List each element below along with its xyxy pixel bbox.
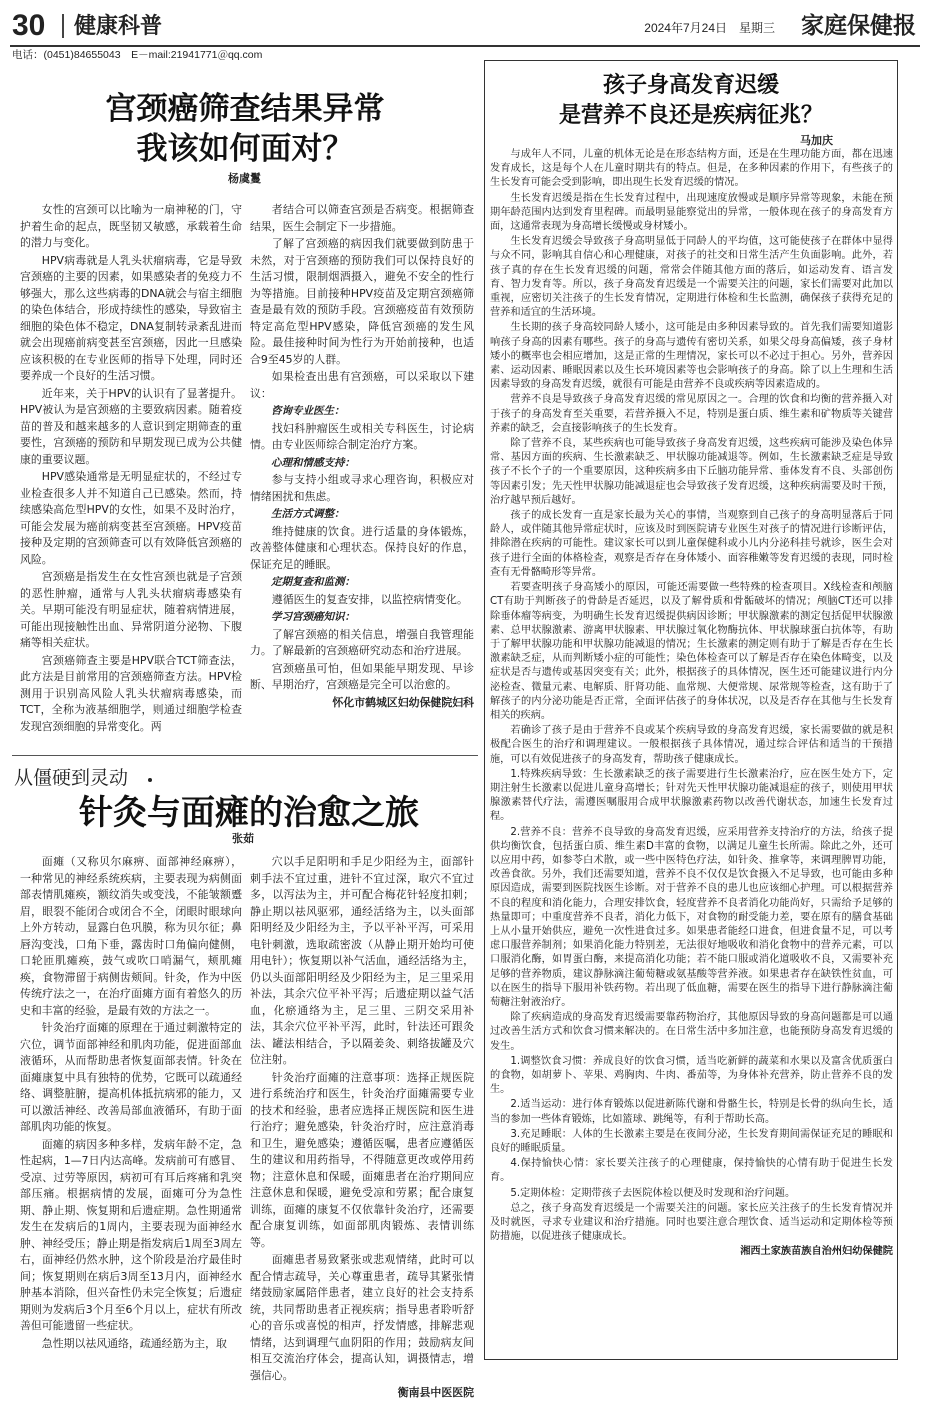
paragraph: 宫颈癌是指发生在女性宫颈也就是子宫颈的恶性肿瘤，通常与人乳头状瘤病毒感染有关。早期可能没有明显症状，随着病情进展，可能出现接触性出血、异常阴道分泌物、下腹痛等相关症状。	[20, 570, 242, 649]
paragraph: 1.调整饮食习惯：养成良好的饮食习惯，适当吃新鲜的蔬菜和水果以及富含优质蛋白的食物，如胡萝卜、苹果、鸡胸肉、牛肉、番茄等，为身体补充营养，防止营养不良的发生。	[490, 1055, 893, 1096]
article2-column-1	[20, 854, 242, 1374]
paragraph: 与成年人不同，儿童的机体无论是在形态结构方面，还是在生理功能方面，都在迅速发育成长，这是每个人在儿童时期共有的特点。但是，在多种因素的作用下，有些孩子的生长发育可能会受到影响，即出现生长发育迟缓的情况。	[490, 149, 893, 189]
issue-date: 2024年7月24日 星期三	[644, 21, 775, 35]
article2-author: 张茹	[232, 832, 254, 845]
subheading: 咨询专业医生：	[271, 405, 345, 417]
paragraph: 者结合可以筛查宫颈是否病变。根据筛查结果，医生会制定下一步措施。	[250, 203, 474, 233]
paragraph: 遵循医生的复查安排，以监控病情变化。	[271, 592, 468, 606]
paragraph: 5.定期体检：定期带孩子去医院体检以便及时发现和治疗问题。	[510, 1187, 796, 1199]
paragraph: 营养不良是导致孩子身高发育迟缓的常见原因之一。合理的饮食和均衡的营养摄入对于孩子的身高发育至关重要，若营养摄入不足，特别是蛋白质、维生素和矿物质等关键营养素的缺乏，会直接影响孩子的生长发育。	[490, 394, 893, 434]
paragraph: 孩子的成长发育一直是家长最为关心的事情，当观察到自己孩子的身高明显落后于同龄人，或伴随其他异常症状时，应该及时到医院请专业医生对孩子的情况进行诊断评估，排除潜在疾病的可能性。建议家长可以到儿童保健科或小儿内分泌科挂号就诊，医生会对孩子进行全面的体格检查，观察是否存在身体矮小、面容稚嫩等发育迟缓的表现，同时检查有无骨骼畸形等异常。	[490, 510, 893, 578]
article3-author: 马加庆	[800, 134, 833, 147]
article1-title-line1: 宫颈癌筛查结果异常	[105, 91, 385, 127]
paragraph: 宫颈癌筛查主要是HPV联合TCT筛查法，此方法是目前常用的宫颈癌筛查方法。HPV检测用于识别高风险人乳头状瘤病毒感染，而TCT，全称为液基细胞学，则通过细胞学检查发现宫颈细胞的异常变化。两	[20, 653, 242, 733]
paragraph: 4.保持愉快心情：家长要关注孩子的心理健康，保持愉快的心情有助于促进生长发育。	[490, 1158, 893, 1184]
paragraph: 面瘫（又称贝尔麻痹、面部神经麻痹），一种常见的神经系统疾病，主要表现为病侧面部表情肌瘫痪，额纹消失或变浅，不能皱额蹙眉，眼裂不能闭合或闭合不全，闭眼时眼球向上外方转动，显露白色巩膜，称为贝尔征；鼻唇沟变浅，口角下垂，露齿时口角偏向健侧，口轮匝肌瘫痪，鼓气或吹口哨漏气，颊肌瘫痪，食物滞留于病侧齿颊间。针灸，作为中医传统疗法之一，在治疗面瘫方面有着悠久的历史和丰富的经验，是最有效的方法之一。	[20, 855, 242, 1017]
paragraph: 宫颈癌虽可怕，但如果能早期发现、早诊断、早期治疗，宫颈癌是完全可以治愈的。	[250, 661, 474, 691]
subheading: 生活方式调整：	[271, 508, 345, 520]
paragraph: 了解了宫颈癌的病因我们就要做到防患于未然，对于宫颈癌的预防我们可以保持良好的生活习惯，限制烟酒摄入，避免不安全的性行为等措施。目前接种HPV疫苗及定期宫颈癌筛查是最有效的预防手段。宫颈癌疫苗有效预防特定高危型HPV感染，降低宫颈癌的发生风险。最佳接种时间为性行为开始前接种，也适合9至45岁的人群。	[250, 237, 474, 366]
article1-author: 杨虞鬘	[228, 172, 261, 185]
paragraph: 针灸治疗面瘫的原理在于通过刺激特定的穴位，调节面部神经和肌肉功能，促进面部血液循环，从而帮助患者恢复面部表情。针灸在面瘫康复中具有独特的优势，它既可以疏通经络、调整脏腑，提高机体抵抗病邪的能力，又可以激活神经、改善局部血液循环，有助于面部肌肉功能的恢复。	[20, 1021, 242, 1133]
header-divider	[62, 14, 64, 38]
paragraph: 如果检查出患有宫颈癌，可以采取以下建议：	[250, 370, 474, 400]
paragraph: 生长期的孩子身高较同龄人矮小，这可能是由多种因素导致的。首先我们需要知道影响孩子身高的因素有哪些。孩子的身高与遗传有密切关系，如果父母身高偏矮，孩子身材矮小的概率也会相应增加，这是正常的生理情况，家长可以不必过于担心。另外，营养因素、运动因素、睡眠因素以及生长环境因素等也会影响孩子的身高。除了以上生理和生活因素导致的身高发育迟缓，就很有可能是由营养不良或疾病等因素造成的。	[490, 322, 893, 391]
paragraph: 面瘫患者易致紧张或悲观情绪，此时可以配合情志疏导，关心尊重患者，疏导其紧张情绪鼓励家属陪伴患者，建立良好的社会支持系统，共同帮助患者正视疾病；指导患者聆听舒心的音乐或喜悦的相声，抒发情感，排解悲观情绪，达到调理气血阴阳的作用；鼓励病友间相互交流治疗体会，提高认知，调摄情志，增强信心。	[250, 1253, 474, 1382]
paragraph: 生长发育迟缓是指在生长发育过程中，出现速度放慢或是顺序异常等现象，未能在预期年龄范围内达到发育里程碑。而最明显能察觉出的异常，一般体现在孩子的身高发育方面，这通常表现为身高增长缓慢或身材矮小。	[490, 192, 893, 233]
paragraph: 1.特殊疾病导致：生长激素缺乏的孩子需要进行生长激素治疗，应在医生处方下，定期注射生长激素以促进儿童身高增长；针对先天性甲状腺功能减退症的孩子，则使用甲状腺激素替代疗法，需遵医嘱服用合成甲状腺激素药物以改善代谢状态，加速生长发育过程。	[490, 768, 893, 823]
paragraph: 了解宫颈癌的相关信息，增强自我管理能力。了解最新的宫颈癌研究动态和治疗进展。	[250, 627, 474, 657]
byline-institution: 湘西土家族苗族自治州妇幼保健院	[740, 1246, 893, 1258]
article1-column-1	[20, 202, 242, 742]
subheading: 定期复查和监测：	[271, 576, 355, 588]
paragraph: 穴以手足阳明和手足少阳经为主，面部针刺手法不宜过重，进针不宜过深，取穴不宜过多，以泻法为主，并可配合梅花针轻度扣刺；静止期以祛风驱邪，通经活络为主，以头面部阳明经及少阳经为主，予以平补平泻，可采用电针刺激，选取疏密波（从静止期开始均可使用电针）；恢复期以补气活血，通经活络为主，仍以头面部阳明经及少阳经为主，足三里采用补法，其余穴位平补平泻；后遗症期以益气活血，化瘀通络为主，足三里、三阴交采用补法，其余穴位平补平泻，此时，针法还可跟灸法、罐法相结合，予以隔姜灸、刺络拔罐及穴位注射。	[250, 855, 474, 1066]
subheading: 学习宫颈癌知识：	[271, 611, 355, 623]
paragraph: 除了营养不良，某些疾病也可能导致孩子身高发育迟缓，这些疾病可能涉及染色体异常、基因方面的疾病、生长激素缺乏、甲状腺功能减退等。例如，生长激素缺乏症是导致孩子不长个子的一个重要原因，这种疾病多由下丘脑功能异常、垂体发育不良、头部创伤等因素引发；先天性甲状腺功能减退症也会导致孩子发育迟缓，这种疾病需要及时干预，治疗越早预后越好。	[490, 438, 893, 506]
article-divider	[12, 755, 478, 756]
article2-kicker: 从僵硬到灵动	[14, 767, 129, 789]
paragraph: 若确诊了孩子是由于营养不良或某个疾病导致的身高发育迟缓，家长需要做的就是积极配合医生的治疗和调理建议。一般根据孩子具体情况，通过综合评估和适当的干预措施，可以有效促进孩子的身高发育，帮助孩子健康成长。	[490, 725, 893, 765]
paragraph: HPV感染通常是无明显症状的，不经过专业检查很多人并不知道自己已感染。然而，持续感染高危型HPV的女性，如果不及时治疗，可能会发展为癌前病变甚至宫颈癌。HPV疫苗接种及定期的宫颈筛查可以有效降低宫颈癌的风险。	[20, 470, 242, 566]
paragraph: 参与支持小组或寻求心理咨询，积极应对情绪困扰和焦虑。	[250, 473, 474, 503]
paragraph: HPV病毒就是人乳头状瘤病毒，它是导致宫颈癌的主要的因素，如果感染者的免疫力不够强大，那么这些病毒的DNA就会与宿主细胞的染色体结合，形成持续性的感染，导致宿主细胞的染色体不稳定，DNA复制转录紊乱进而就会出现癌前病变甚至宫颈癌，因此一旦感染应该积极的在专业医师的指导下处理，同时还要养成一个良好的生活习惯。	[20, 253, 242, 382]
article1-title-line2: 我该如何面对？	[136, 131, 354, 167]
article2-column-2	[250, 854, 474, 1399]
page-header	[10, 8, 920, 44]
section-name: 健康科普	[74, 13, 163, 39]
subheading: 心理和情感支持：	[271, 456, 355, 469]
paragraph: 2.适当运动：进行体育锻炼以促进新陈代谢和骨骼生长，特别是长骨的纵向生长，适当的参加一些体育锻炼，比如篮球、跳绳等，有利于帮助长高。	[490, 1099, 893, 1125]
paragraph: 女性的宫颈可以比喻为一扇神秘的门，守护着生命的起点，既坚韧又敏感，承载着生命的潜力与变化。	[20, 203, 242, 249]
paragraph: 总之，孩子身高发育迟缓是一个需要关注的问题。家长应关注孩子的生长发育情况并及时就医，寻求专业建议和治疗措施。同时也要注意合理饮食、适当运动和定期体检等预防措施，以促进孩子健康成长。	[490, 1202, 893, 1243]
byline-institution: 怀化市鹤城区妇幼保健院妇科	[332, 695, 474, 709]
header-rule	[10, 45, 920, 47]
paragraph: 除了疾病造成的身高发育迟缓需要靠药物治疗，其他原因导致的身高问题都是可以通过改善生活方式和饮食习惯来解决的。在日常生活中多加注意，也能预防身高发育迟缓的发生。	[490, 1012, 893, 1052]
paragraph: 面瘫的病因多种多样，发病年龄不定，急性起病，1—7日内达高峰。发病前可有感冒、受凉、过劳等原因，病初可有耳后疼痛和乳突部压痛。根据病情的发展，面瘫可分为急性期、静止期、恢复期和后遗症期。急性期通常发生在发病后的1周内，主要表现为面神经水肿、神经受压；静止期是指发病后1周至3周左右，面神经仍然水肿，这个阶段是治疗最佳时间；恢复期则在病后3周至13月内，面神经水肿基本消除，但兴奋性仍未完全恢复；后遗症期则为发病后3个月至6个月以上，症状有所改善但可能遗留一些症状。	[20, 1137, 242, 1332]
article3-title-line2: 是营养不良还是疾病征兆？	[558, 102, 823, 128]
paragraph: 2.营养不良：营养不良导致的身高发育迟缓，应采用营养支持治疗的方法，给孩子提供均衡饮食，包括蛋白质、维生素D丰富的食物，以满足儿童生长所需。除此之外，还可以应用中药，如参苓白术散，或一些中医特色疗法，如针灸、推拿等，来调理脾胃功能，改善食欲。另外，我们还需要知道，营养不良不仅仅是饮食摄入不足导致，也可能由多种原因造成，需要到医院找医生诊断。对于营养不良的患儿也应该细心护理。可以根据营养不良的程度和消化能力，合理安排饮食，轻度营养不良者消化功能尚好，只需给予足够的热量即可；中重度营养不良者，消化力低下，对食物的耐受能力差，要在原有的膳食基础上从小量开始供应，避免一次性进食过多。如果患者能经口进食，但进食量不足，可以考虑口服营养制剂；如果消化能力特别差，无法很好地吸收和消化食物中的营养元素，可以口服消化酶，如胃蛋白酶，来提高消化功能；若不能口服或消化道吸收不良，又需要补充足够的营养物质，建议静脉滴注葡萄糖或氨基酸等营养液。如果患者存在缺铁性贫血，可以在医生的指导下服用补铁药物。若出现了低血糖，需要在医生的指导下进行静脉滴注葡萄糖注射液治疗。	[490, 826, 893, 1008]
byline-institution: 衡南县中医医院	[397, 1386, 474, 1399]
article2-title: 针灸与面瘫的治愈之旅	[79, 793, 419, 833]
article3-title-line1: 孩子身高发育迟缓	[602, 72, 779, 98]
contact-info: 电话：(0451)84655043 E－mail:21941771＠qq.com	[12, 49, 263, 61]
paragraph: 近年来，关于HPV的认识有了显著提升。HPV被认为是宫颈癌的主要致病因素。随着疫苗的普及和越来越多的人意识到定期筛查的重要性，宫颈癌的预防和早期发现已成为公共健康的重要议题。	[20, 386, 242, 466]
paragraph: 找妇科肿瘤医生或相关专科医生，讨论病情。由专业医师综合制定治疗方案。	[250, 421, 474, 451]
article1-column-2	[250, 202, 474, 742]
kicker-colon-mark	[148, 778, 152, 782]
paragraph: 针灸治疗面瘫的注意事项：选择正规医院进行系统治疗和医生，针灸治疗面瘫需要专业的技术和经验，患者应选择正规医院和医生进行治疗；避免感染，针灸治疗时，应注意消毒和卫生，避免感染；遵循医嘱，患者应遵循医生的建议和用药指导，不得随意更改或停用药物；注意休息和保暖，面瘫患者在治疗期间应注意休息和保暖，避免受凉和劳累；配合康复训练，面瘫的康复不仅依靠针灸治疗，还需要配合康复训练，如面部肌肉锻炼、表情训练等。	[250, 1070, 474, 1249]
page-number: 30	[12, 9, 46, 42]
paragraph: 3.充足睡眠：人体的生长激素主要是在夜间分泌，生长发育期间需保证充足的睡眠和良好的睡眠质量。	[490, 1128, 893, 1155]
paragraph: 急性期以祛风通络，疏通经筋为主，取	[41, 1336, 227, 1350]
paragraph: 生长发育迟缓会导致孩子身高明显低于同龄人的平均值，这可能使孩子在群体中显得与众不同，影响其自信心和心理健康，对孩子的社交和日常生活产生负面影响。此外，若孩子真的存在生长发育迟缓的问题，常常会伴随其他方面的落后，如运动发育、语言发育、智力发育等。所以，孩子身高发育迟缓是一个需要关注的问题，家长们需要对此加以重视，应密切关注孩子的生长发育情况，定期进行体检和生长监测，确保孩子获得充足的营养和适宜的生活环境。	[490, 236, 893, 319]
paragraph: 若要查明孩子身高矮小的原因，可能还需要做一些特殊的检查项目。X线检查和颅脑CT有助于判断孩子的骨龄是否延迟，以及了解骨质和骨骺破坏的情况；颅脑CT还可以排除垂体瘤等病变，为明确生长发育迟缓提供病因诊断；甲状腺激素的测定包括促甲状腺激素、总甲状腺激素、游离甲状腺素、甲状腺过氧化物酶抗体、甲状腺球蛋白抗体等，有助于了解甲状腺功能和甲状腺功能减退的情况；生长激素的测定则有助于了解是否存在生长激素缺乏症，从而判断矮小症的可能性；染色体检查可以了解是否存在染色体畸变，以及症状是否与遗传或基因突变有关；此外，根据孩子的具体情况，医生还可能建议进行内分泌检查、微量元素、电解质、肝肾功能、血常规、大便常规、尿常规等检查，这有助于了解孩子的内分泌功能是否正常，全面评估孩子的身体状况，以及是否存在其他与生长发育相关的疾病。	[490, 582, 893, 721]
article3-body	[490, 148, 893, 1356]
newspaper-name: 家庭保健报	[801, 12, 916, 39]
paragraph: 维持健康的饮食。进行适量的身体锻炼，改善整体健康和心理状态。保持良好的作息，保证充足的睡眠。	[250, 524, 474, 571]
